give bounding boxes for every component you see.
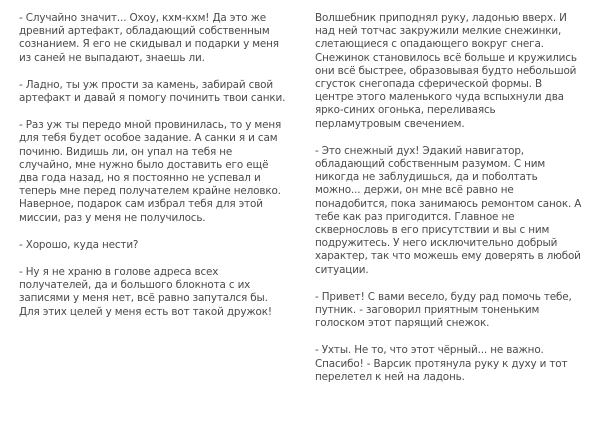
paragraph: - Это снежный дух! Эдакий навигатор, обладающий собственным разумом. С ним никогда не заблудишься, да и поболтать можно... держи, он мне всё равно не понадобится, пока занимаюсь ремонтом санок. А тебе как раз пригодится. Главное не сквернословь в его присутствии и вы с ним подружитесь. У него исключительно добрый характер, так что можешь ему доверять в любой ситуации. [315,144,582,276]
right-text-column [315,12,583,398]
paragraph: - Ухты. Не то, что этот чёрный... не важно. Спасибо! - Варсик протянула руку к духу и тот перелетел к ней на ладонь. [315,344,568,383]
left-text-column [19,12,287,333]
paragraph: - Ну я не храню в голове адреса всех получателей, да и большого блокнота с их записями у меня нет, всё равно запутался бы. Для этих целей у меня есть вот такой дружок! [19,266,272,318]
paragraph: - Ладно, ты уж прости за камень, забирай свой артефакт и давай я помогу починить твои санки. [19,78,286,105]
paragraph: - Хорошо, куда нести? [19,238,139,251]
paragraph: - Привет! С вами весело, буду рад помочь тебе, путник. - заговорил приятным тоненьким голоском этот парящий снежок. [315,290,572,330]
paragraph: Волшебник приподнял руку, ладонью вверх. И над ней тотчас закружили мелкие снежинки, слетающиеся с опадающего вокруг снега. Снежинок становилось всё больше и кружились они всё быстрее, образовывая будто небольшой сгусток снегопада сферической формы. В центре этого маленького чуда вспыхнули два ярко-синих огонька, переливаясь перламутровым свечением. [315,12,577,130]
paragraph: - Раз уж ты передо мной провинилась, то у меня для тебя будет особое задание. А санки я и сам починю. Видишь ли, он упал на тебя не случайно, мне нужно было доставить его ещё два года назад, но я постоянно не успевал и теперь мне перед получателем крайне неловко. Наверное, подарок сам избрал тебя для этой миссии, раз у меня не получилось. [19,119,282,224]
paragraph: - Случайно значит... Охоу, кхм-кхм! Да это же древний артефакт, обладающий собственным сознанием. Я его не скидывал и подарки у меня из саней не выпадают, знаешь ли. [19,12,279,64]
